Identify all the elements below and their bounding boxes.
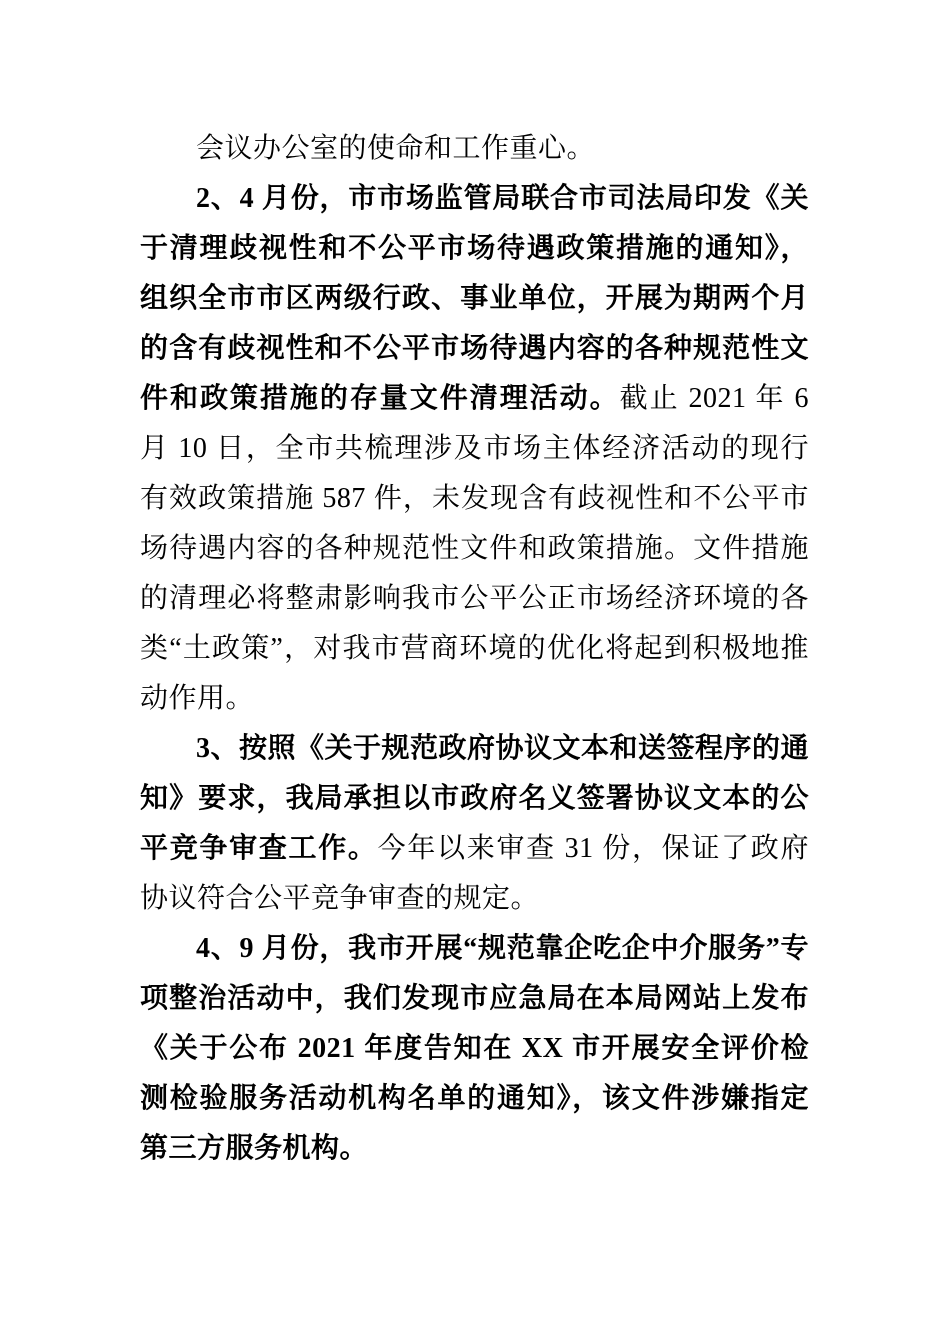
text-run: 截止 2021 年 6 月 10 日，全市共梳理涉及市场主体经济活动的现行有效政策措施 587 件，未发现含有歧视性和不公平市场待遇内容的各种规范性文件和政策措施。文件措施的清理必将整肃影响我市公平公正市场经济环境的各类“土政策”，对我市营商环境的优化将起到积极地推动作用。	[140, 383, 809, 714]
text-run-bold: 2、4 月份，市市场监管局联合市司法局印发《关于清理歧视性和不公平市场待遇政策措施的通知》，组织全市市区两级行政、事业单位，开展为期两个月的含有歧视性和不公平市场待遇内容的各种规范性文件和政策措施的存量文件清理活动。	[140, 183, 809, 414]
paragraph-1	[140, 124, 809, 174]
text-run: 会议办公室的使命和工作重心。	[196, 133, 596, 164]
text-run-bold: 3、按照《关于规范政府协议文本和送签程序的通知》要求，我局承担以市政府名义签署协议文本的公平竞争审查工作。	[140, 733, 810, 864]
paragraph-2	[140, 174, 809, 724]
text-run-bold: 4、9 月份，我市开展“规范靠企吃企中介服务”专项整治活动中，我们发现市应急局在本局网站上发布《关于公布 2021 年度告知在 XX 市开展安全评价检测检验服务活动机构名单的通知》，该文件涉嫌指定第三方服务机构。	[140, 933, 809, 1164]
document-body	[140, 124, 809, 1174]
text-run: 今年以来审查 31 份，保证了政府协议符合公平竞争审查的规定。	[140, 833, 809, 914]
paragraph-3	[140, 724, 809, 924]
paragraph-4	[140, 924, 809, 1174]
